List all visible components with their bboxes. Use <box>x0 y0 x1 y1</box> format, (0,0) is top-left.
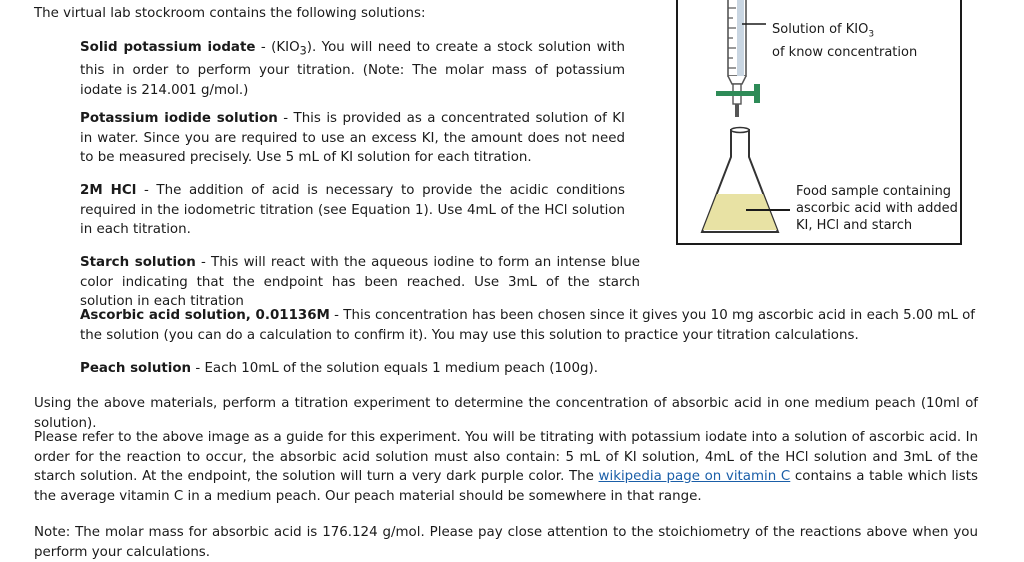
solution-desc: - This concentration has been chosen since it gives you 10 mg ascorbic acid in each 5.00 mL of the solution (you can do a calculation to confirm it). You may use this solution to practice your titration calculations. <box>80 308 975 343</box>
wikipedia-vitamin-c-link[interactable]: wikipedia page on vitamin C <box>598 469 791 484</box>
flask-label-line1: Food sample containing <box>796 184 952 199</box>
solution-item-ki <box>80 109 625 168</box>
titration-figure <box>676 0 962 245</box>
flask-mouth <box>731 128 749 133</box>
intro-text: The virtual lab stockroom contains the following solutions: <box>34 6 426 21</box>
solution-item-kio3 <box>80 38 625 100</box>
flask-label-line2: ascorbic acid with added <box>796 201 958 216</box>
stopcock-handle <box>716 91 758 96</box>
burette-label-line1: Solution of KIO <box>772 22 869 37</box>
solution-item-ascorbic <box>80 306 975 345</box>
solution-term: 2M HCl <box>80 183 137 198</box>
note-paragraph: Note: The molar mass for absorbic acid is 176.124 g/mol. Please pay close attention to the stoichiometry of the reactions above when you perform your calculations. <box>34 525 978 560</box>
guide-text-before: Please refer to the above image as a guide for this experiment. You will be titrating with potassium iodate into a solution of ascorbic acid. In order for the reaction to occur, the absorbic acid solution must also contain: 5 mL of KI solution, 4mL of the HCl solution and 3mL of the starch solution. At the endpoint, the solution will turn a very dark purple color. The <box>34 430 978 484</box>
solution-item-starch <box>80 253 640 312</box>
solution-desc: - The addition of acid is necessary to provide the acidic conditions required in the iodometric titration (see Equation 1). Use 4mL of the HCl solution in each titration. <box>80 183 625 237</box>
solution-term: Potassium iodide solution <box>80 111 278 126</box>
formula-subscript: 3 <box>299 44 307 58</box>
guide-paragraph <box>34 428 978 506</box>
burette-label-subscript: 3 <box>868 29 875 40</box>
guide-text-after: contains a table which lists the average vitamin C in a medium peach. Our peach material should be somewhere in that range. <box>34 469 978 504</box>
solution-item-hcl <box>80 181 625 240</box>
flask-label <box>796 183 958 234</box>
solution-desc: - This will react with the aqueous iodine to form an intense blue color indicating that the endpoint has been reached. Use 3mL of the starch solution in each titration <box>80 255 640 309</box>
solution-term: Solid potassium iodate <box>80 40 256 55</box>
instruction-paragraph: Using the above materials, perform a titration experiment to determine the concentration of absorbic acid in one medium peach (10ml of solution). <box>34 396 978 431</box>
stopcock-grip <box>754 84 760 103</box>
burette-label-line2: of know concentration <box>772 44 918 60</box>
solution-term: Ascorbic acid solution, 0.01136M <box>80 308 330 323</box>
solution-desc: - This is provided as a concentrated solution of KI in water. Since you are required to use an excess KI, the amount does not need to be measured precisely. Use 5 mL of KI solution for each titration. <box>80 111 625 165</box>
burette-tip <box>735 104 739 117</box>
solution-item-peach <box>80 359 975 379</box>
formula-prefix: - (KIO <box>255 40 300 55</box>
solution-desc: - Each 10mL of the solution equals 1 medium peach (100g). <box>191 361 598 376</box>
solution-term: Starch solution <box>80 255 196 270</box>
burette-fill <box>737 0 744 76</box>
burette-taper <box>728 76 746 84</box>
solution-term: Peach solution <box>80 361 192 376</box>
burette-label <box>772 21 917 61</box>
flask-label-line3: KI, HCl and starch <box>796 218 913 233</box>
solution-desc: ). You will need to create a stock solution with this in order to perform your titration. (Note: The molar mass of potassium iodate is 214.001 g/mol.) <box>80 40 625 98</box>
